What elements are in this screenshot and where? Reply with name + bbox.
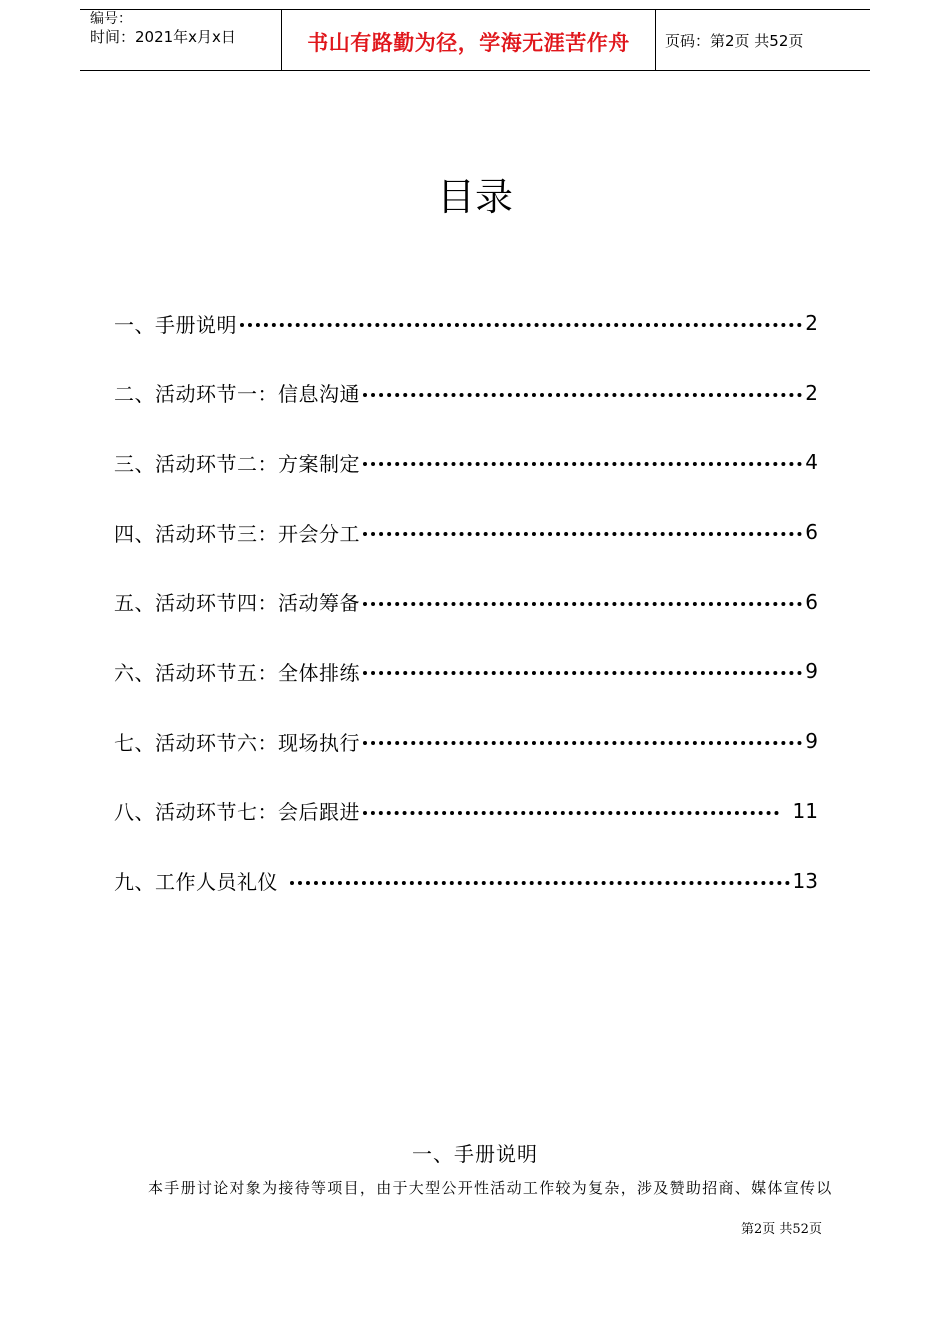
time-label: 时间：2021年x月x日 (90, 28, 236, 46)
toc-item-page: 2 (805, 380, 818, 405)
toc-item[interactable] (114, 515, 818, 549)
toc-leader (363, 393, 802, 397)
toc-item-label: 二、活动环节一：信息沟通 (114, 382, 360, 407)
page-title: 目录 (436, 175, 513, 219)
header-page-label: 页码：第2页 共52页 (665, 32, 804, 50)
toc-leader (240, 323, 802, 327)
toc-leader (363, 671, 802, 675)
header-info-cell (80, 10, 282, 70)
toc-leader (363, 811, 779, 815)
toc-item-page: 6 (805, 520, 818, 545)
header-motto-cell (282, 10, 656, 70)
toc-item-label: 七、活动环节六：现场执行 (114, 730, 360, 755)
toc-item-page: 6 (805, 589, 818, 614)
toc-item-page: 4 (805, 450, 818, 475)
toc-item[interactable] (114, 585, 818, 619)
toc-item[interactable] (114, 794, 818, 828)
toc-item-label: 四、活动环节三：开会分工 (114, 521, 360, 546)
toc-leader (363, 462, 802, 466)
toc-item-label: 八、活动环节七：会后跟进 (114, 800, 360, 825)
number-label: 编号： (90, 11, 132, 27)
toc-item-page: 9 (805, 659, 818, 684)
toc-item[interactable] (114, 864, 818, 898)
toc-item[interactable] (114, 445, 818, 479)
toc-item[interactable] (114, 376, 818, 410)
toc-leader (363, 532, 802, 536)
section-body-text: 本手册讨论对象为接待等项目，由于大型公开性活动工作较为复杂，涉及赞助招商、媒体宣传以 (148, 1179, 833, 1197)
toc-leader (363, 602, 802, 606)
toc-item-label: 九、工作人员礼仪 (114, 870, 278, 894)
toc-item-page: 11 (792, 798, 818, 823)
toc-item[interactable] (114, 654, 818, 688)
toc-item-page: 9 (805, 729, 818, 754)
toc-item-label: 六、活动环节五：全体排练 (114, 660, 360, 685)
page-footer: 第2页 共52页 (741, 1222, 822, 1237)
toc-item-label: 五、活动环节四：活动筹备 (114, 591, 360, 616)
toc-item-label: 一、手册说明 (114, 312, 237, 337)
table-of-contents (114, 306, 818, 933)
toc-leader (363, 741, 802, 745)
toc-item[interactable] (114, 724, 818, 758)
toc-leader (290, 881, 790, 885)
section-heading: 一、手册说明 (412, 1142, 538, 1166)
toc-item-label: 三、活动环节二：方案制定 (114, 451, 360, 476)
page-header (80, 9, 870, 71)
toc-item[interactable] (114, 306, 818, 340)
toc-item-page: 2 (805, 311, 818, 335)
motto: 书山有路勤为径，学海无涯苦作舟 (307, 31, 630, 55)
toc-item-page: 13 (792, 868, 818, 893)
header-page-cell (656, 10, 870, 70)
